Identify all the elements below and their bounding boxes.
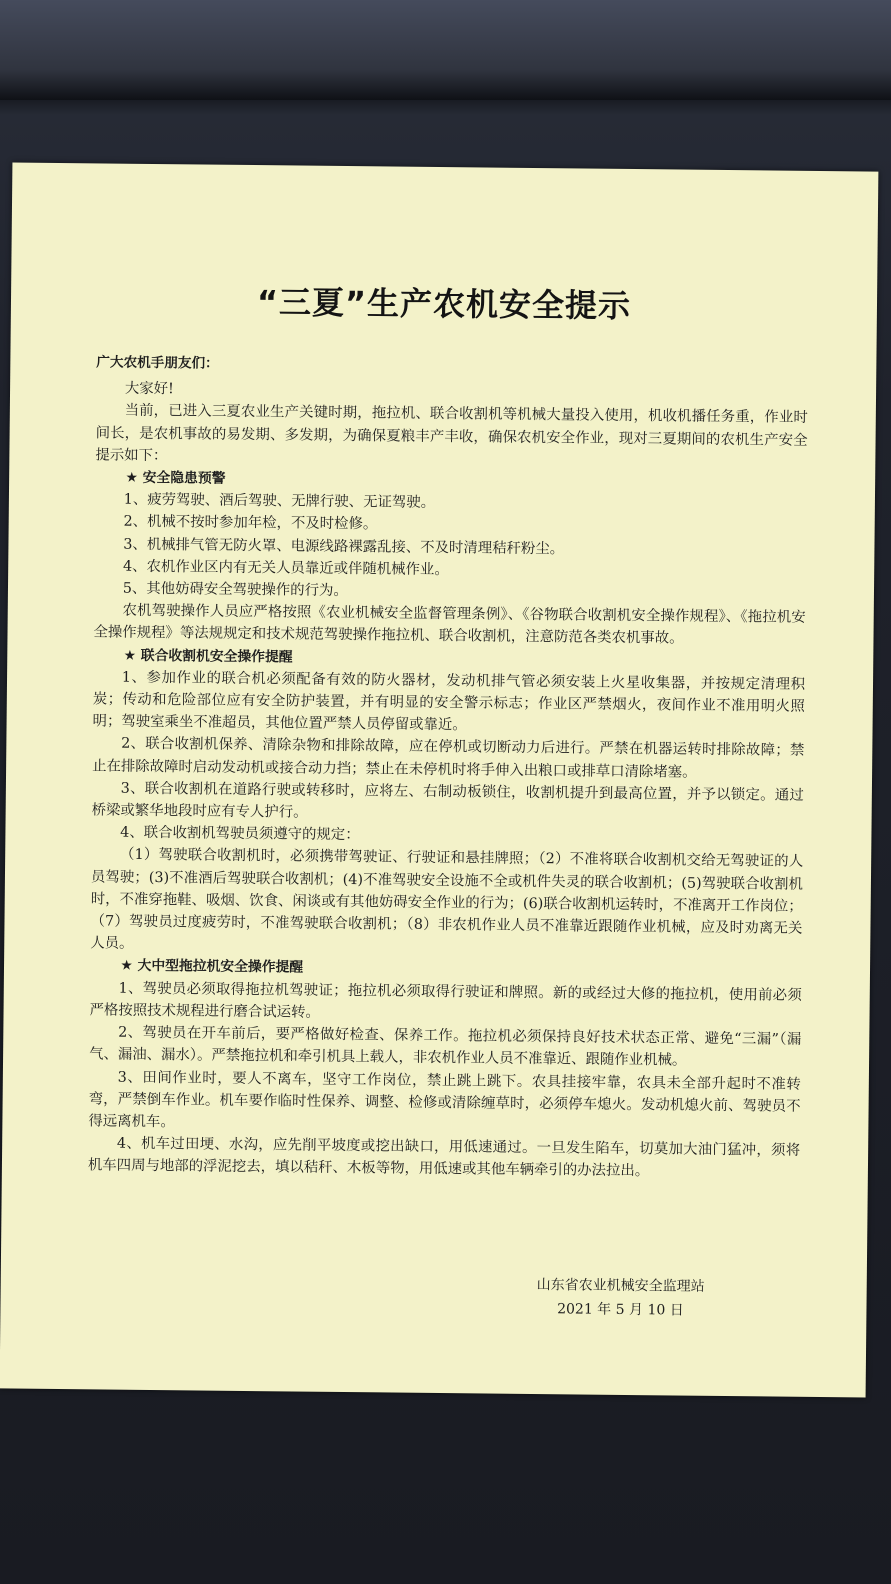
list-item: 1、参加作业的联合机必须配备有效的防火器材，发动机排气管必须安装上火星收集器，并按规定清理积炭；传动和危险部位应有安全防护装置，并有明显的安全警示标志；作业区严禁烟火，夜间作业不准用明火照明；驾驶室乘坐不准超员，其他位置严禁人员停留或靠近。	[92, 669, 806, 734]
list-item: 4、农机作业区内有无关人员靠近或伴随机械作业。	[122, 558, 449, 578]
list-item: 3、田间作业时，要人不离车，坚守工作岗位，禁止跳上跳下。农具挂接牢靠，农具未全部升起时不准转弯，严禁倒车作业。机车要作临时性保养、调整、检修或清除缠草时，必须停车熄火。发动机熄火前、驾驶员不得远离机车。	[88, 1069, 801, 1131]
list-item: 4、联合收割机驾驶员须遵守的规定：	[120, 824, 360, 844]
document-title: “三夏”生产农机安全提示	[256, 283, 632, 325]
intro-paragraph: 当前，已进入三夏农业生产关键时期，拖拉机、联合收割机等机械大量投入使用，机收机播任务重，作业时间长，是农机事故的易发期、多发期，为确保夏粮丰产丰收，确保农机安全作业，现对三夏期间的农机生产安全提示如下：	[95, 403, 808, 464]
list-item: 1、疲劳驾驶、酒后驾驶、无牌行驶、无证驾驶。	[123, 491, 436, 512]
section-heading-tractor: ★ 大中型拖拉机安全操作提醒	[120, 958, 304, 977]
list-item: 2、机械不按时参加年检，不及时检修。	[123, 514, 378, 533]
list-item: 1、驾驶员必须取得拖拉机驾驶证；拖拉机必须取得行驶证和牌照。新的或经过大修的拖拉机，使用前必须严格按照技术规程进行磨合试运转。	[89, 980, 802, 1021]
background-object	[0, 0, 891, 100]
list-item: 4、机车过田埂、水沟，应先削平坡度或挖出缺口，用低速通过。一旦发生陷车，切莫加大油门猛冲，须将机车四周与地部的浮泥挖去，填以秸秆、木板等物，用低速或其他车辆牵引的办法拉出。	[87, 1135, 801, 1180]
list-item: 2、联合收割机保养、清除杂物和排除故障，应在停机或切断动力后进行。严禁在机器运转时排除故障；禁止在排除故障时启动发动机或接合动力挡；禁止在未停机时将手伸入出粮口或排草口清除堵塞。	[92, 736, 805, 781]
list-item: 3、机械排气管无防火罩、电源线路裸露乱接、不及时清理秸秆粉尘。	[123, 536, 565, 557]
issue-date: 2021 年 5 月 10 日	[557, 1301, 684, 1319]
driver-rules-paragraph: （1）驾驶联合收割机时，必须携带驾驶证、行驶证和悬挂牌照；（2）不准将联合收割机交给无驾驶证的人员驾驶；(3)不准酒后驾驶联合收割机；(4)不准驾驶安全设施不全或机件失灵的联合收割机；(5)驾驶联合收割机时，不准穿拖鞋、吸烟、饮食、闲谈或有其他妨碍安全作业的行为；(6)联合收割机运转时，不准离开工作岗位；（7）驾驶员过度疲劳时，不准驾驶联合收割机；（8）非农机作业人员不准靠近跟随作业机械，应及时劝离无关人员。	[90, 847, 804, 953]
signature-block	[520, 1273, 720, 1323]
paper-sheet	[0, 162, 878, 1397]
list-item: 3、联合收割机在道路行驶或转移时，应将左、右制动板锁住，收割机提升到最高位置，并予以锁定。通过桥梁或繁华地段时应有专人护行。	[91, 780, 804, 821]
document-body	[88, 351, 809, 1184]
salutation: 广大农机手朋友们：	[96, 354, 219, 372]
list-item: 5、其他妨碍安全驾驶操作的行为。	[122, 580, 348, 600]
issuer-name: 山东省农业机械安全监理站	[536, 1277, 705, 1295]
regulation-note: 农机驾驶操作人员应严格按照《农业机械安全监督管理条例》、《谷物联合收割机安全操作规程》、《拖拉机安全操作规程》等法规规定和技术规范驾驶操作拖拉机、联合收割机，注意防范各类农机事故。	[93, 602, 806, 647]
section-heading-harvester: ★ 联合收割机安全操作提醒	[123, 647, 293, 666]
list-item: 2、驾驶员在开车前后，要严格做好检查、保养工作。拖拉机必须保持良好技术状态正常、避免“三漏”（漏气、漏油、漏水）。严禁拖拉机和牵引机具上载人，非农机作业人员不准靠近、跟随作业机械。	[89, 1024, 802, 1069]
greeting: 大家好!	[124, 380, 174, 398]
section-heading-hazard-warning: ★ 安全隐患预警	[125, 469, 226, 487]
